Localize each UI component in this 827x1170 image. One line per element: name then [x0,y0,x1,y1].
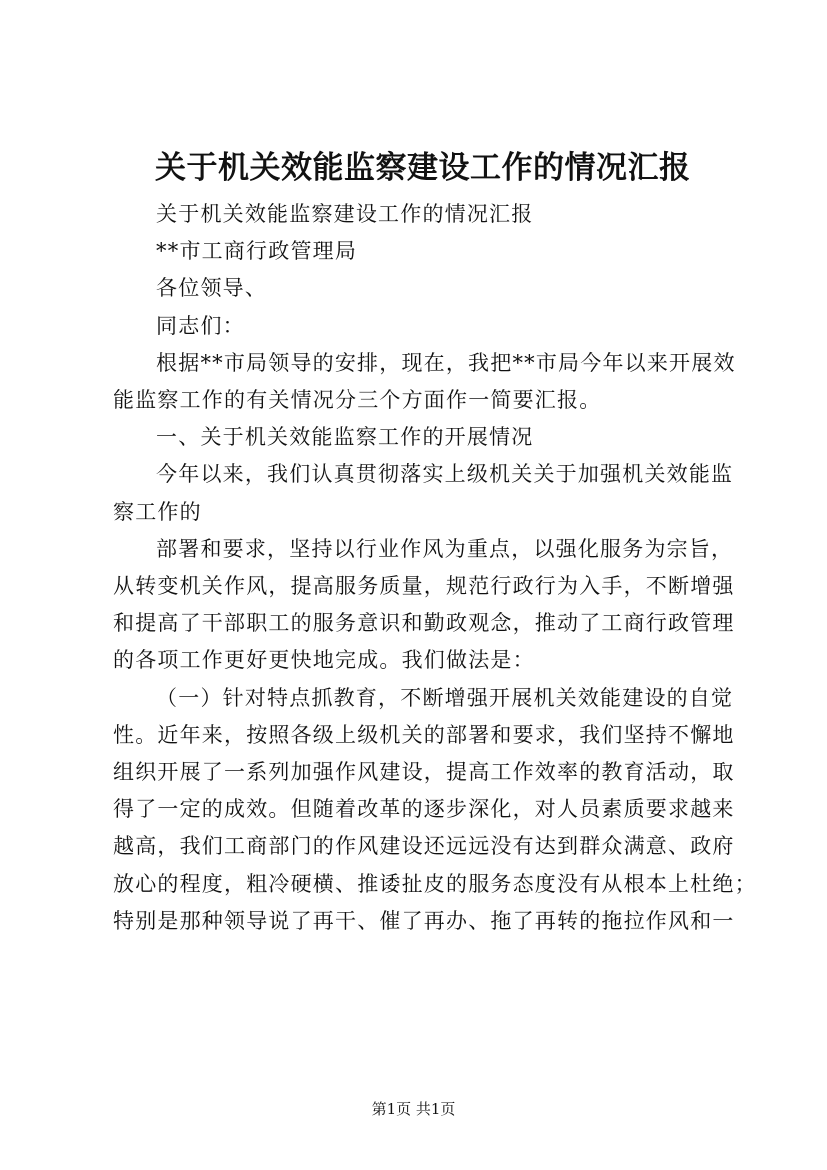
paragraph-line: （一）针对特点抓教育，不断增强开展机关效能建设的自觉 [156,685,734,710]
paragraph-line: 组织开展了一系列加强作风建设，提高工作效率的教育活动，取 [113,760,735,785]
paragraph-line: 根据**市局领导的安排，现在，我把**市局今年以来开展效 [156,350,736,375]
subtitle-line: 关于机关效能监察建设工作的情况汇报 [156,202,534,226]
paragraph-line: 今年以来，我们认真贯彻落实上级机关关于加强机关效能监 [156,462,734,487]
paragraph-line: 从转变机关作风，提高服务质量，规范行政行为入手，不断增强 [113,574,735,599]
document-title: 关于机关效能监察建设工作的情况汇报 [155,150,691,186]
section-heading: 一、关于机关效能监察工作的开展情况 [156,425,534,450]
paragraph-line: 和提高了干部职工的服务意识和勤政观念，推动了工商行政管理 [113,611,735,636]
paragraph-line: 性。近年来，按照各级上级机关的部署和要求，我们坚持不懈地 [113,722,735,747]
document-body [113,196,757,940]
paragraph-line: 能监察工作的有关情况分三个方面作一简要汇报。 [113,388,602,413]
paragraph-line: 部署和要求，坚持以行业作风为重点，以强化服务为宗旨， [156,536,734,561]
paragraph-line: 放心的程度，粗冷硬横、推诿扯皮的服务态度没有从根本上杜绝； [113,871,757,896]
salutation-line: 各位领导、 [156,276,268,301]
page-number: 第1页 共1页 [371,1100,456,1118]
paragraph-line: 越高，我们工商部门的作风建设还远远没有达到群众满意、政府 [113,834,735,859]
paragraph-line: 特别是那种领导说了再干、催了再办、拖了再转的拖拉作风和一 [113,908,735,933]
salutation-line: 同志们： [156,313,245,338]
issuer-line: **市工商行政管理局 [156,239,358,264]
paragraph-line: 得了一定的成效。但随着改革的逐步深化，对人员素质要求越来 [113,797,735,822]
paragraph-line: 察工作的 [113,499,202,524]
paragraph-line: 的各项工作更好更快地完成。我们做法是： [113,648,535,673]
